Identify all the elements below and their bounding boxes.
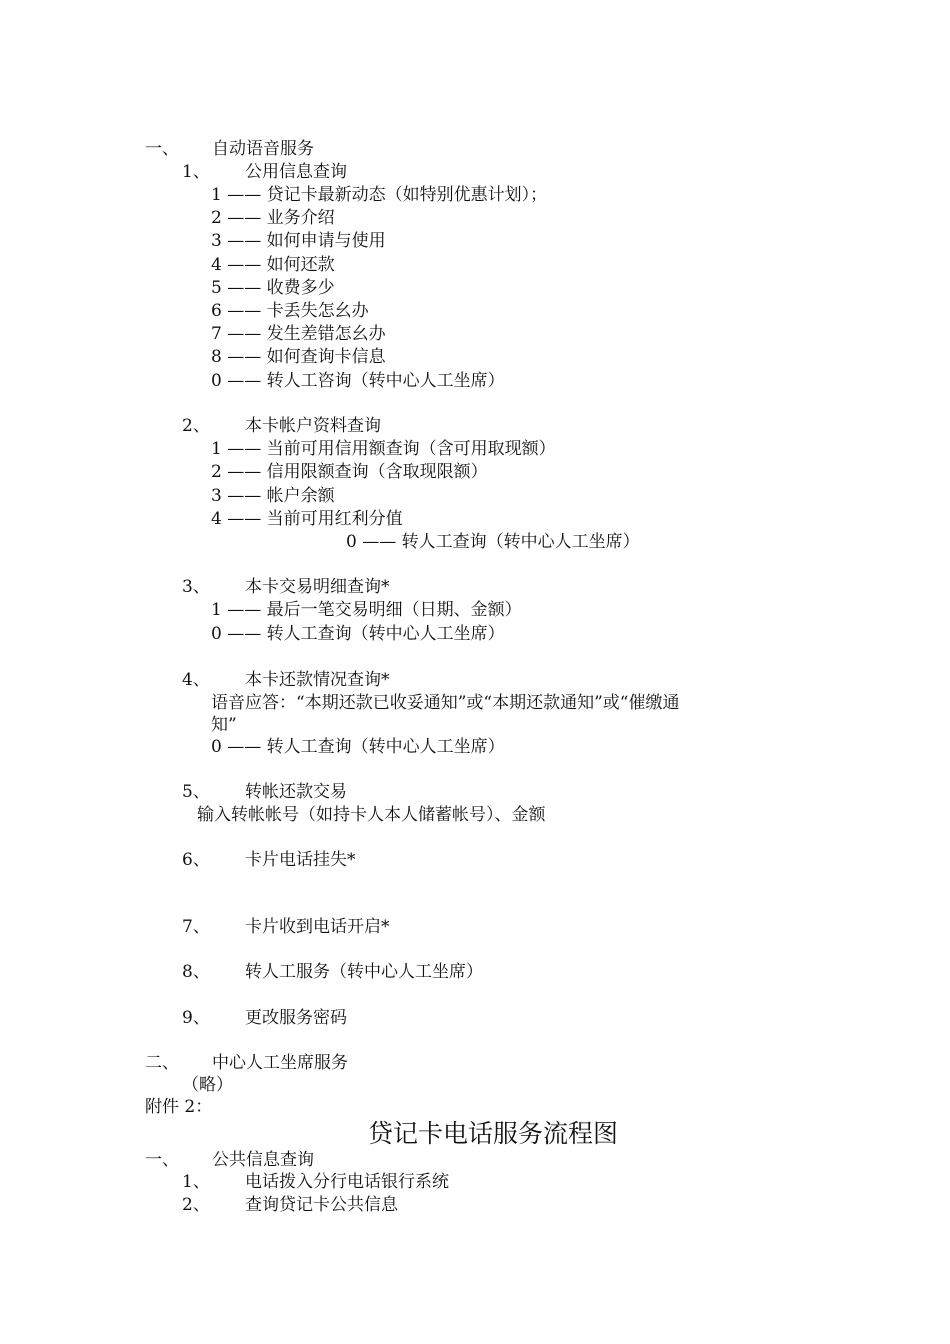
list-item: 2 —— 信用限额查询（含取现限额） bbox=[211, 462, 488, 482]
voice-response-line: 知” bbox=[211, 715, 237, 735]
document-title: 贷记卡电话服务流程图 bbox=[368, 1119, 619, 1148]
attachment-label: 附件 2： bbox=[145, 1097, 213, 1117]
section-title: 公共信息查询 bbox=[212, 1150, 314, 1170]
subsection-title: 查询贷记卡公共信息 bbox=[245, 1195, 398, 1215]
subsection-title: 卡片电话挂失* bbox=[245, 850, 356, 870]
list-item: 0 —— 转人工查询（转中心人工坐席） bbox=[346, 532, 640, 552]
list-item: 2 —— 业务介绍 bbox=[211, 208, 335, 228]
subsection-title: 公用信息查询 bbox=[245, 162, 347, 182]
subsection-number: 4、 bbox=[182, 670, 210, 690]
subsection-number: 7、 bbox=[182, 917, 210, 937]
list-item: 8 —— 如何查询卡信息 bbox=[211, 347, 386, 367]
subsection-number: 9、 bbox=[182, 1008, 210, 1028]
list-item: 1 —— 最后一笔交易明细（日期、金额） bbox=[211, 600, 522, 620]
subsection-number: 1、 bbox=[182, 1172, 210, 1192]
subsection-title: 本卡交易明细查询* bbox=[245, 577, 390, 597]
subsection-title: 更改服务密码 bbox=[245, 1008, 347, 1028]
list-item: 6 —— 卡丢失怎幺办 bbox=[211, 301, 369, 321]
list-item: 1 —— 贷记卡最新动态（如特别优惠计划）； bbox=[211, 185, 548, 205]
list-item: 0 —— 转人工查询（转中心人工坐席） bbox=[211, 737, 505, 757]
section-note: （略） bbox=[182, 1075, 233, 1095]
subsection-number: 2、 bbox=[182, 416, 210, 436]
list-item: 7 —— 发生差错怎幺办 bbox=[211, 324, 386, 344]
list-item: 5 —— 收费多少 bbox=[211, 278, 335, 298]
subsection-title: 本卡帐户资料查询 bbox=[245, 416, 381, 436]
list-item: 3 —— 帐户余额 bbox=[211, 486, 335, 506]
subsection-title: 转帐还款交易 bbox=[245, 782, 347, 802]
subsection-number: 1、 bbox=[182, 162, 210, 182]
list-item: 3 —— 如何申请与使用 bbox=[211, 231, 386, 251]
detail-text: 输入转帐帐号（如持卡人本人储蓄帐号）、金额 bbox=[197, 805, 546, 825]
subsection-number: 6、 bbox=[182, 850, 210, 870]
subsection-title: 本卡还款情况查询* bbox=[245, 670, 390, 690]
section-number: 一、 bbox=[145, 139, 179, 159]
section-number: 一、 bbox=[145, 1150, 179, 1170]
subsection-title: 转人工服务（转中心人工坐席） bbox=[245, 962, 483, 982]
subsection-title: 卡片收到电话开启* bbox=[245, 917, 390, 937]
list-item: 4 —— 当前可用红利分值 bbox=[211, 509, 403, 529]
section-title: 自动语音服务 bbox=[212, 139, 314, 159]
section-title: 中心人工坐席服务 bbox=[212, 1053, 348, 1073]
list-item: 1 —— 当前可用信用额查询（含可用取现额） bbox=[211, 439, 556, 459]
subsection-title: 电话拨入分行电话银行系统 bbox=[245, 1172, 449, 1192]
list-item: 4 —— 如何还款 bbox=[211, 255, 335, 275]
list-item: 0 —— 转人工查询（转中心人工坐席） bbox=[211, 624, 505, 644]
subsection-number: 5、 bbox=[182, 782, 210, 802]
subsection-number: 3、 bbox=[182, 577, 210, 597]
section-number: 二、 bbox=[145, 1053, 179, 1073]
list-item: 0 —— 转人工咨询（转中心人工坐席） bbox=[211, 371, 505, 391]
subsection-number: 8、 bbox=[182, 962, 210, 982]
subsection-number: 2、 bbox=[182, 1195, 210, 1215]
voice-response-line: 语音应答：“本期还款已收妥通知”或“本期还款通知”或“催缴通 bbox=[211, 693, 680, 713]
